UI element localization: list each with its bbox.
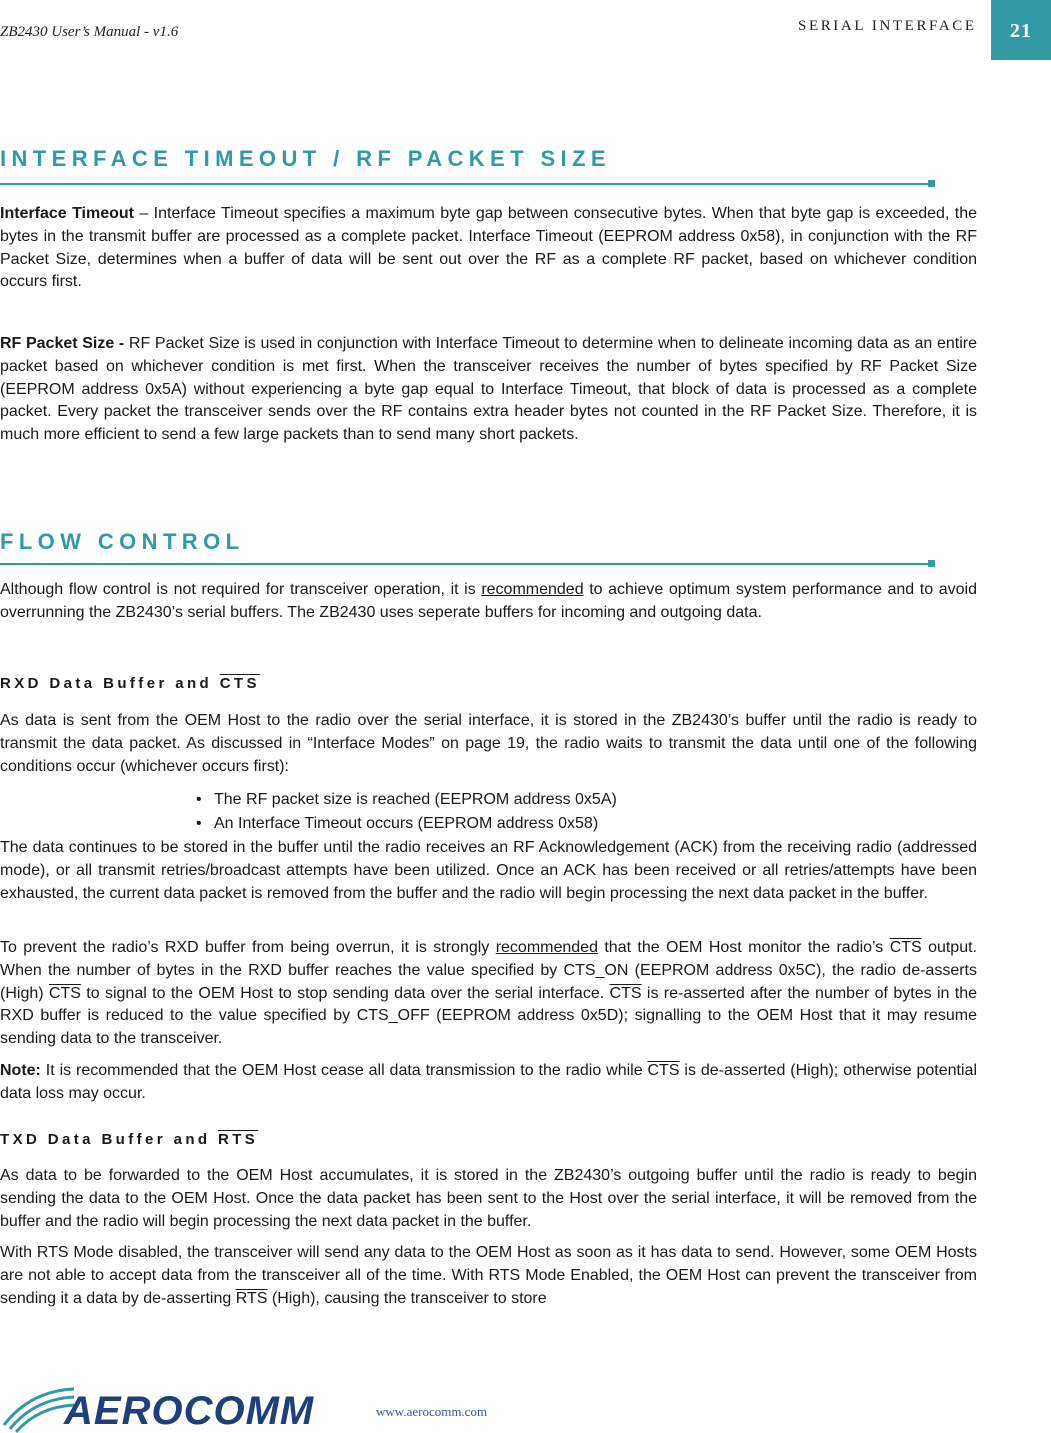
signal-rts: $\overline{RTS}$ [218, 1131, 259, 1148]
paragraph-text: is de-asserted (High); otherwise potential data loss may occur. [0, 1062, 978, 1102]
footer-url[interactable]: www.aerocomm.com [376, 1404, 488, 1419]
signal-cts: $\overline{CTS}$ [219, 675, 260, 692]
list-item-text: The RF packet size is reached (EEPROM address 0x5A) [214, 791, 617, 808]
signal-cts: $\overline{CTS}$ [609, 984, 642, 1002]
term-interface-timeout: Interface Timeout [0, 205, 135, 222]
page-number-tab [991, 0, 1051, 60]
list-item [196, 789, 617, 811]
paragraph-flow-control-intro [0, 579, 977, 625]
signal-rts: $\overline{RTS}$ [235, 1289, 268, 1307]
document-title: ZB2430 User’s Manual - v1.6 [0, 24, 179, 40]
list-item [196, 813, 598, 835]
page-number: 21 [1010, 20, 1032, 42]
emphasis-recommended: recommended [495, 939, 598, 956]
section-rule-end-marker [928, 180, 935, 187]
paragraph-text: (High), causing the transceiver to store [267, 1289, 547, 1307]
paragraph-text: to signal to the OEM Host to stop sending data over the serial interface. [80, 984, 610, 1002]
paragraph-text: To prevent the radio’s RXD buffer from being overrun, it is strongly [0, 939, 496, 956]
note-label: Note: [0, 1062, 41, 1079]
emphasis-recommended: recommended [481, 581, 584, 598]
paragraph-txd-rts [0, 1242, 977, 1310]
signal-cts: $\overline{CTS}$ [48, 984, 81, 1002]
section-rule [0, 563, 930, 565]
paragraph-rf-packet-size [0, 333, 977, 447]
paragraph-note [0, 1060, 977, 1106]
term-rf-packet-size: RF Packet Size - [0, 335, 125, 352]
section-rule-end-marker [928, 560, 935, 567]
subheading-rxd-buffer [0, 675, 260, 692]
paragraph-rxd-cts [0, 937, 977, 1051]
paragraph-text: that the OEM Host monitor the radio’s [597, 939, 890, 956]
section-title-interface-timeout: INTERFACE TIMEOUT / RF PACKET SIZE [0, 146, 611, 171]
paragraph-text: – Interface Timeout specifies a maximum byte gap between consecutive bytes. When that byte gap is exceeded, the bytes in the transmit buffer are processed as a complete packet. Interface Timeout (EEPROM address 0x58), in conjunction with the RF Packet Size, determines when a buffer of data will be sent out over the RF as a complete RF packet, based on whichever condition occurs first. [0, 205, 978, 291]
paragraph-rxd-ack: The data continues to be stored in the buffer until the radio receives an RF Acknowledgement (ACK) from the receiving radio (addressed mode), or all transmit retries/broadcast attempts have been utilized. Once an ACK has been received or all retries/attempts have been exhausted, the current data packet is removed from the buffer and the radio will begin processing the next data packet in the buffer. [0, 839, 977, 902]
chapter-title: SERIAL INTERFACE [798, 18, 977, 34]
subheading-text: TXD Data Buffer and [0, 1131, 219, 1148]
logo-text: AEROCOMM [64, 1389, 315, 1433]
paragraph-text: output. When the number of bytes in the RXD buffer reaches the value specified by CTS_ON (EEPROM address 0x5C), the radio de-asserts (High) [0, 939, 977, 1002]
paragraph-text: It is recommended that the OEM Host cease all data transmission to the radio while [40, 1062, 648, 1079]
list-item-text: An Interface Timeout occurs (EEPROM address 0x58) [214, 815, 599, 832]
paragraph-text: With RTS Mode disabled, the transceiver will send any data to the OEM Host as soon as it has data to send. However, some OEM Hosts are not able to accept data from the transceiver all of the time. With RTS Mode Enabled, the OEM Host can prevent the transceiver from sending it a data by de-asserting [0, 1244, 977, 1307]
bullet-icon: • [196, 815, 202, 832]
paragraph-text: is re-asserted after the number of bytes in the RXD buffer is reduced to the value specified by CTS_OFF (EEPROM address 0x5D); signalling to the OEM Host that it may resume sending data to the transceiver. [0, 984, 977, 1048]
signal-cts: $\overline{CTS}$ [647, 1062, 680, 1079]
paragraph-interface-timeout [0, 203, 977, 294]
bullet-icon: • [196, 791, 202, 808]
subheading-text: RXD Data Buffer and [0, 675, 220, 692]
paragraph-txd-intro: As data to be forwarded to the OEM Host accumulates, it is stored in the ZB2430’s outgoing buffer until the radio is ready to begin sending the data to the OEM Host. Once the data packet has been sent to the Host over the serial interface, it will be removed from the buffer and the radio will begin processing the next data packet in the buffer. [0, 1167, 977, 1230]
section-rule [0, 183, 930, 185]
aerocomm-logo [0, 1379, 360, 1433]
paragraph-rxd-intro: As data is sent from the OEM Host to the radio over the serial interface, it is stored in the ZB2430’s buffer until the radio is ready to transmit the data packet. As discussed in “Interface Modes” on page 19, the radio waits to transmit the data until one of the following conditions occur (whichever occurs first): [0, 712, 977, 775]
signal-cts: $\overline{CTS}$ [889, 939, 922, 956]
section-title-flow-control: FLOW CONTROL [0, 529, 245, 554]
paragraph-text: RF Packet Size is used in conjunction with Interface Timeout to determine when to delineate incoming data as an entire packet based on whichever condition is met first. When the transceiver receives the number of bytes specified by RF Packet Size (EEPROM address 0x5A) without experiencing a byte gap equal to Interface Timeout, that block of data is processed as a complete packet. Every packet the transceiver sends over the RF contains extra header bytes not counted in the RF Packet Size. Therefore, it is much more efficient to send a few large packets than to send many short packets. [0, 335, 977, 444]
subheading-txd-buffer [0, 1131, 258, 1148]
paragraph-text: to achieve optimum system performance and to avoid overrunning the ZB2430’s serial buffers. The ZB2430 uses seperate buffers for incoming and outgoing data. [0, 581, 977, 621]
paragraph-text: Although flow control is not required for transceiver operation, it is [0, 581, 482, 598]
